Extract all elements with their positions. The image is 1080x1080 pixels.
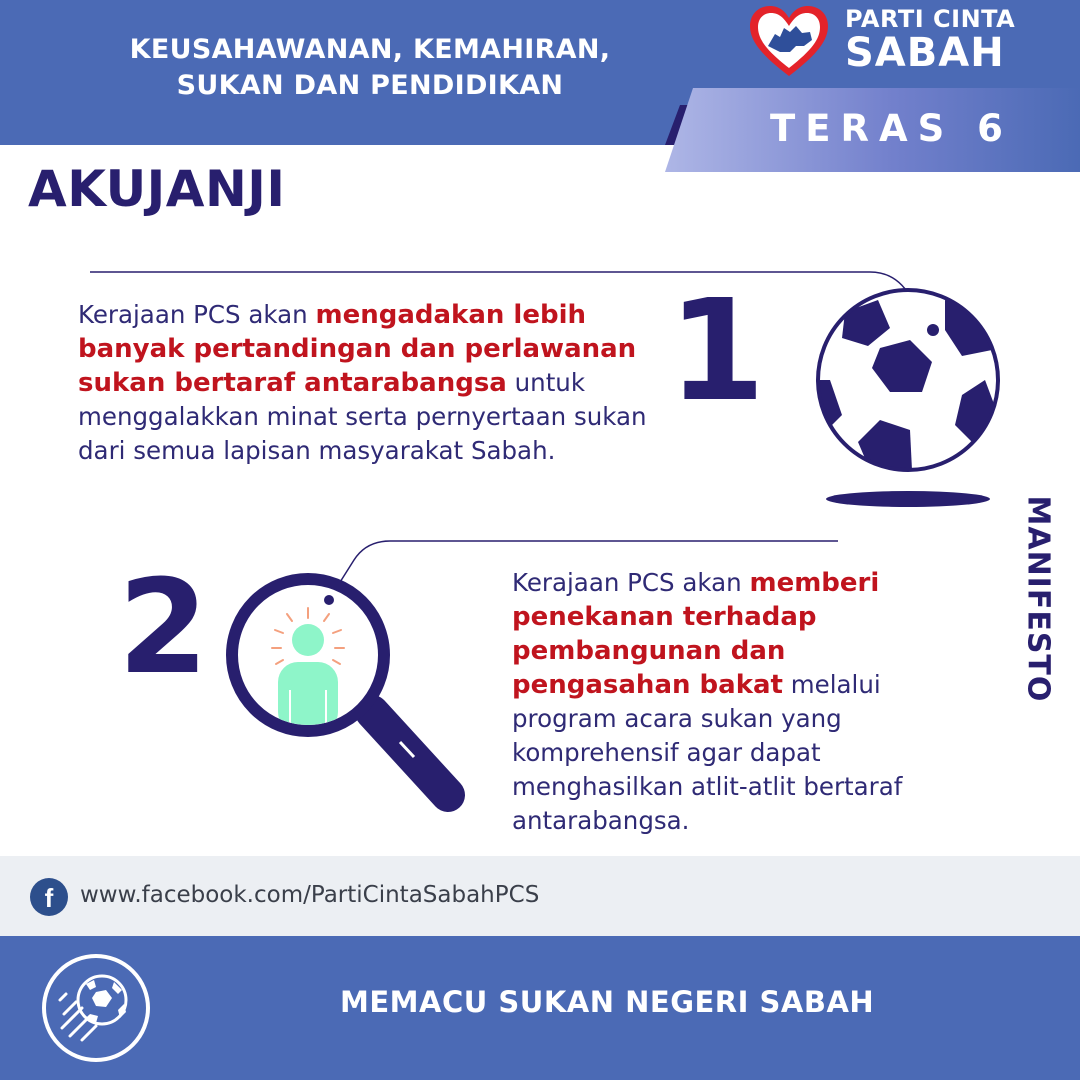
pledge-2-intro: Kerajaan PCS akan (512, 568, 750, 597)
pledge-2-highlight: memberi penekanan terhadap pembangunan dan pengasahan bakat (512, 568, 880, 700)
pledge-2-text (512, 566, 932, 838)
party-name-line-1: PARTI CINTA (845, 5, 1016, 33)
party-name-line-2: SABAH (845, 30, 1005, 76)
facebook-url-link[interactable]: www.facebook.com/PartiCintaSabahPCS (80, 882, 540, 908)
pledge-1-text (78, 298, 688, 468)
teras-label: TERAS 6 (770, 107, 1013, 150)
tagline: MEMACU SUKAN NEGERI SABAH (340, 985, 875, 1019)
pledge-1-intro: Kerajaan PCS akan (78, 300, 316, 329)
header-title-line-2: SUKAN DAN PENDIDIKAN (176, 70, 564, 101)
pledge-1-highlight: mengadakan lebih banyak pertandingan dan perlawanan sukan bertaraf antarabangsa (78, 300, 637, 398)
soccer-ball-icon (795, 290, 1000, 507)
facebook-icon[interactable]: f (30, 878, 68, 916)
section-title: AKUJANJI (28, 160, 286, 218)
speeding-ball-icon (40, 952, 152, 1064)
header-title-line-1: KEUSAHAWANAN, KEMAHIRAN, (129, 34, 611, 65)
pledge-2-rest: melalui program acara sukan yang komprehensif agar dapat menghasilkan atlit-atlit bertaraf antarabangsa. (512, 670, 903, 835)
pledge-number-2: 2 (118, 551, 209, 703)
manifesto-label-text: MANIFESTO (1020, 495, 1056, 703)
magnifier-talent-icon (232, 579, 448, 795)
manifesto-side-label (988, 495, 1080, 703)
pledge-1-rest: untuk menggalakkan minat serta pernyertaan sukan dari semua lapisan masyarakat Sabah. (78, 368, 647, 465)
pledge-number-1: 1 (668, 270, 766, 433)
